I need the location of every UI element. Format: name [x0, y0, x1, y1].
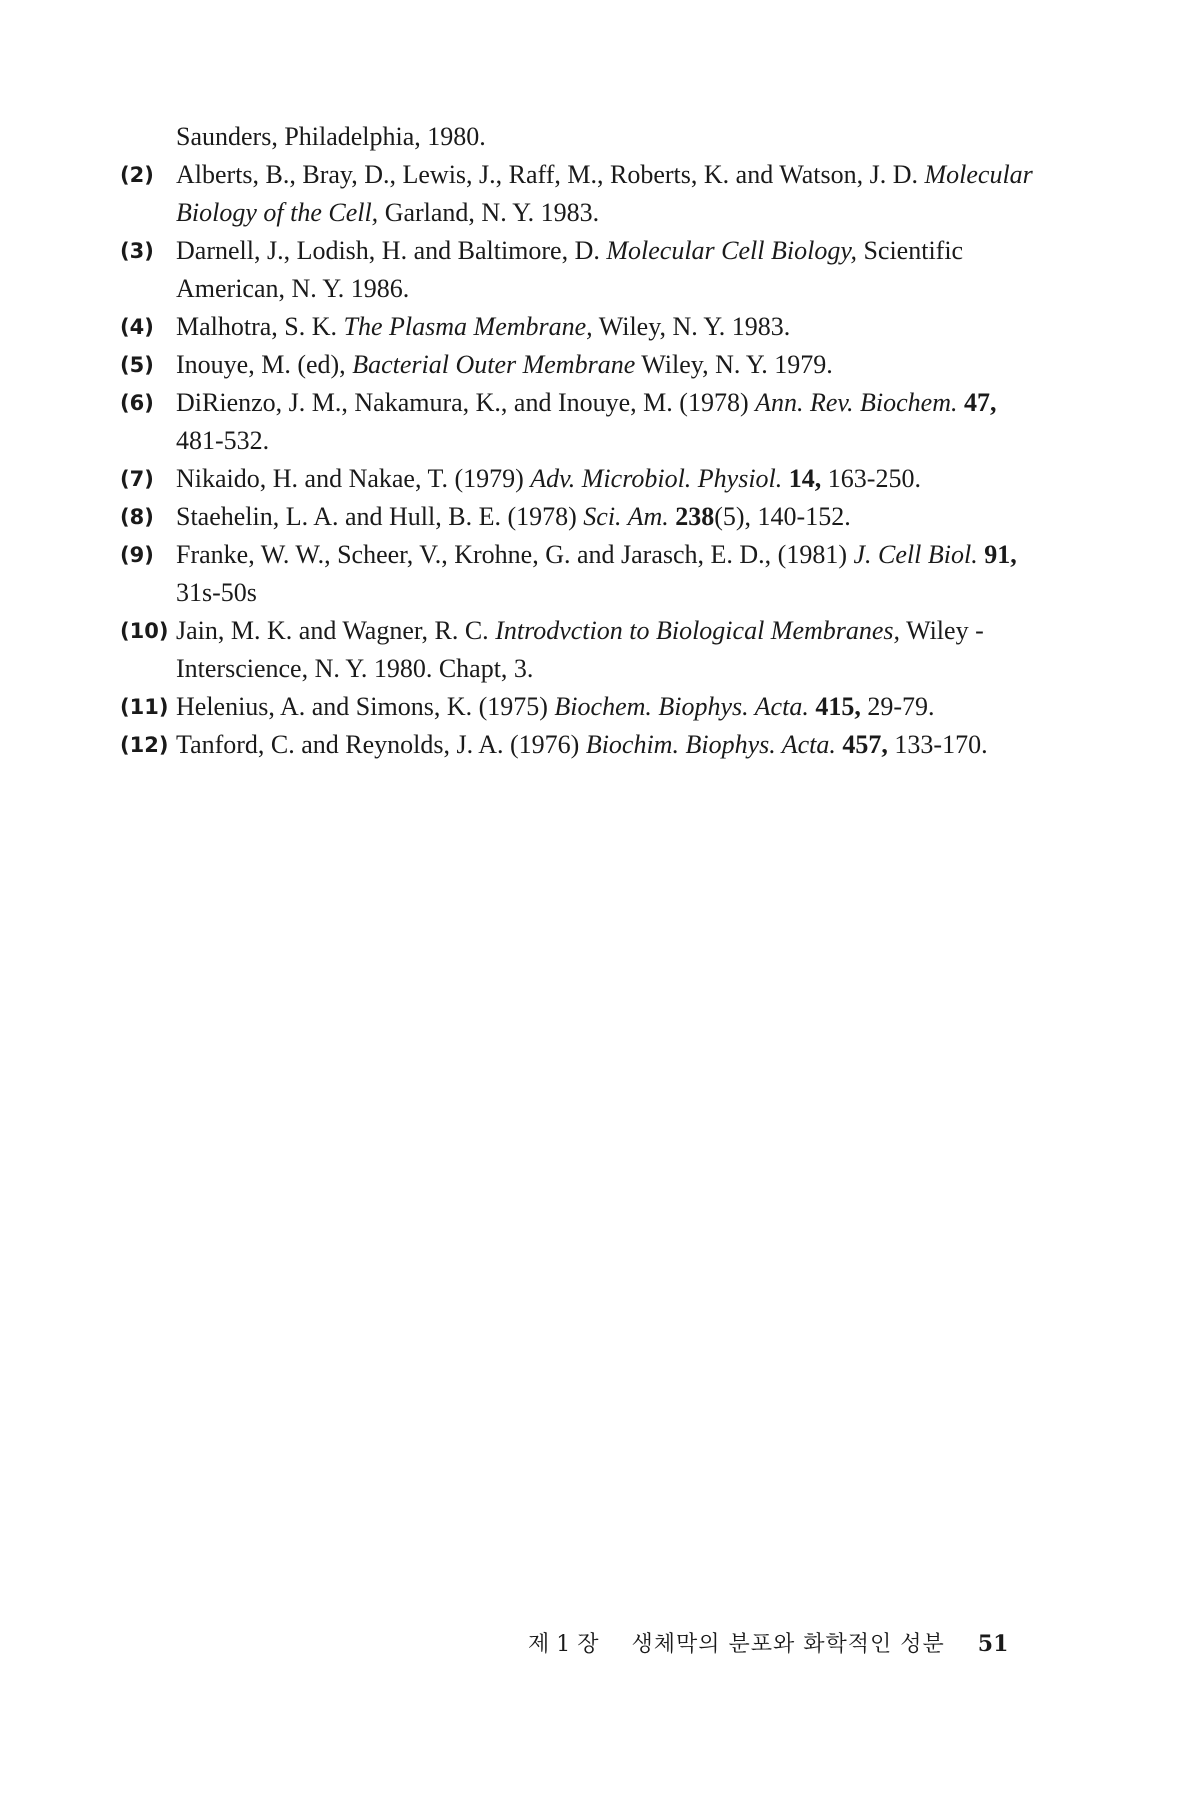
footer-chapter: 제 1 장 — [528, 1632, 599, 1657]
reference-number: (6) — [120, 391, 154, 415]
reference-text: 31s-50s — [176, 578, 257, 607]
reference-text: 481-532. — [176, 426, 270, 455]
reference-list — [120, 118, 1050, 764]
reference-volume: 238 — [675, 502, 715, 531]
reference-item — [120, 308, 1050, 346]
reference-item — [120, 384, 1050, 460]
reference-text: (5), 140-152. — [714, 502, 851, 531]
reference-item — [120, 498, 1050, 536]
reference-volume: 14, — [788, 464, 822, 493]
reference-text: Wiley, N. Y. 1979. — [635, 350, 833, 379]
reference-text: Inouye, M. (ed), — [176, 350, 353, 379]
reference-title: Molecular Biology of the Cell, — [176, 160, 1033, 227]
page-number: 51 — [977, 1631, 1009, 1657]
reference-text: Jain, M. K. and Wagner, R. C. — [176, 616, 496, 645]
reference-title: J. Cell Biol. — [853, 540, 978, 569]
reference-text: 133-170. — [887, 730, 988, 759]
reference-title: Bacterial Outer Membrane — [352, 350, 636, 379]
reference-item — [120, 688, 1050, 726]
reference-volume: 47, — [964, 388, 997, 417]
reference-title: Adv. Microbiol. Physiol. — [530, 464, 783, 493]
reference-text: DiRienzo, J. M., Nakamura, K., and Inouye, M. (1978) — [176, 388, 756, 417]
reference-number: (4) — [120, 315, 154, 339]
reference-item — [120, 156, 1050, 232]
reference-title: Biochim. Biophys. Acta. — [585, 730, 836, 759]
reference-text: Nikaido, H. and Nakae, T. (1979) — [176, 464, 531, 493]
reference-text: 29-79. — [860, 692, 935, 721]
reference-item — [120, 346, 1050, 384]
reference-text: 163-250. — [821, 464, 921, 493]
reference-text: Darnell, J., Lodish, H. and Baltimore, D. — [176, 236, 607, 265]
reference-title: Molecular Cell Biology, — [606, 236, 857, 265]
reference-text: Staehelin, L. A. and Hull, B. E. (1978) — [176, 502, 584, 531]
reference-volume: 415, — [815, 692, 861, 721]
reference-text: Wiley, N. Y. 1983. — [592, 312, 791, 341]
reference-text: Tanford, C. and Reynolds, J. A. (1976) — [176, 730, 586, 759]
reference-volume: 91, — [984, 540, 1017, 569]
reference-number: (11) — [120, 695, 169, 719]
reference-text: Saunders, Philadelphia, 1980. — [176, 122, 486, 151]
reference-text: Alberts, B., Bray, D., Lewis, J., Raff, M., Roberts, K. and Watson, J. D. — [176, 160, 925, 189]
reference-text: Helenius, A. and Simons, K. (1975) — [176, 692, 555, 721]
reference-number: (7) — [120, 467, 154, 491]
reference-number: (2) — [120, 163, 154, 187]
reference-text: Scientific American, N. Y. 1986. — [176, 236, 964, 303]
reference-text: Malhotra, S. K. — [176, 312, 344, 341]
reference-number: (9) — [120, 543, 154, 567]
reference-text: Wiley -Interscience, N. Y. 1980. Chapt, 3. — [176, 616, 984, 683]
reference-volume: 457, — [842, 730, 888, 759]
reference-item — [120, 118, 1050, 156]
reference-number: (5) — [120, 353, 154, 377]
reference-number: (10) — [120, 619, 169, 643]
page-footer — [528, 1627, 1028, 1658]
reference-text: Garland, N. Y. 1983. — [378, 198, 600, 227]
reference-number: (3) — [120, 239, 154, 263]
reference-number: (8) — [120, 505, 154, 529]
reference-item — [120, 612, 1050, 688]
footer-title: 생체막의 분포와 화학적인 성분 — [631, 1632, 945, 1657]
reference-text: Franke, W. W., Scheer, V., Krohne, G. and Jarasch, E. D., (1981) — [176, 540, 854, 569]
reference-item — [120, 460, 1050, 498]
reference-item — [120, 232, 1050, 308]
reference-title: Biochem. Biophys. Acta. — [554, 692, 809, 721]
reference-title: Ann. Rev. Biochem. — [755, 388, 958, 417]
reference-title: Introdvction to Biological Membranes, — [495, 616, 901, 645]
reference-item — [120, 536, 1050, 612]
reference-item — [120, 726, 1050, 764]
reference-number: (12) — [120, 733, 169, 757]
reference-title: Sci. Am. — [583, 502, 669, 531]
reference-title: The Plasma Membrane, — [343, 312, 593, 341]
